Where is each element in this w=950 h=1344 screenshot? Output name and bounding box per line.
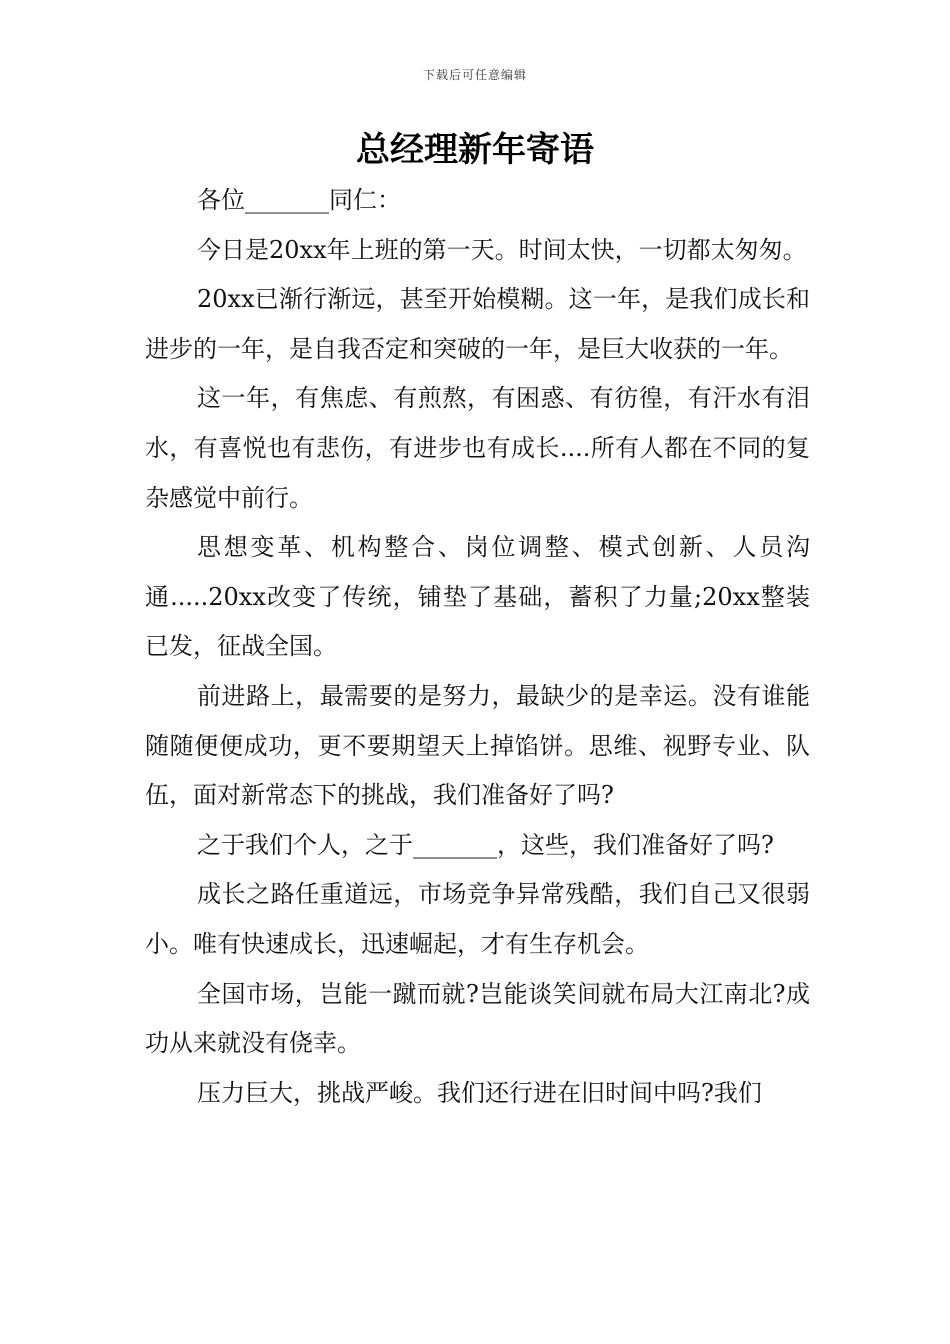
document-body — [145, 176, 810, 1118]
paragraph-greeting: 各位_______同仁： — [197, 186, 401, 214]
paragraph: 压力巨大，挑战严峻。我们还行进在旧时间中吗?我们 — [197, 1078, 762, 1107]
paragraph: 全国市场，岂能一蹴而就?岂能谈笑间就布局大江南北?成功从来就没有侥幸。 — [145, 979, 810, 1058]
paragraph: 前进路上，最需要的是努力，最缺少的是幸运。没有谁能随随便便成功，更不要期望天上掉馅饼。思维、视野专业、队伍，面对新常态下的挑战，我们准备好了吗? — [145, 681, 810, 810]
paragraph: 成长之路任重道远，市场竞争异常残酷，我们自己又很弱小。唯有快速成长，迅速崛起，才有生存机会。 — [145, 880, 810, 958]
paragraph: 这一年，有焦虑、有煎熬，有困惑、有彷徨，有汗水有泪水，有喜悦也有悲伤，有进步也有成长....所有人都在不同的复杂感觉中前行。 — [145, 384, 810, 512]
header-note: 下载后可任意编辑 — [422, 68, 527, 82]
paragraph: 思想变革、机构整合、岗位调整、模式创新、人员沟通.....20xx改变了传统，铺垫了基础，蓄积了力量;20xx整装已发，征战全国。 — [145, 533, 810, 661]
paragraph: 20xx已渐行渐远，甚至开始模糊。这一年，是我们成长和进步的一年，是自我否定和突破的一年，是巨大收获的一年。 — [145, 285, 810, 363]
paragraph: 之于我们个人，之于_______，这些，我们准备好了吗? — [197, 830, 774, 859]
paragraph: 今日是20xx年上班的第一天。时间太快，一切都太匆匆。 — [197, 235, 807, 264]
document-title: 总经理新年寄语 — [356, 130, 594, 170]
